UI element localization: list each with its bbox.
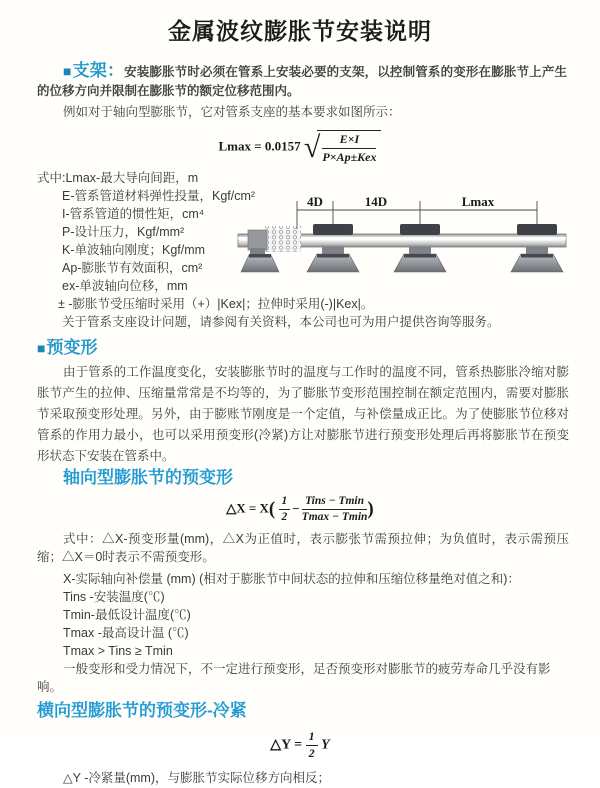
definition-line: Tmax -最高设计温 (℃) — [63, 626, 189, 641]
definition-line: ex-单波轴向位移，mm — [62, 279, 188, 293]
dim-label-lmax: Lmax — [461, 194, 495, 209]
pipe-support-diagram — [236, 193, 570, 289]
definition-line: 式中:Lmax-最大导向间距，m — [37, 171, 199, 185]
preform-body-paragraph: 由于管系的工作温度变化，安装膨胀节时的温度与工作时的温度不同，管系热膨胀冷缩对膨胀节产生的拉伸、压缩量常常是不均等的，为了膨胀节变形范围控制在额定范围内，需要对膨胀节采取预变形处理。另外，由于膨账节刚度是一个定值，与补偿量成正比。为了使膨胀节位移对管系的作用力最小，也可以采用预变形(冷紧)方让对膨胀节进行预变形处理后再将膨胀节在预变形状态下安装在管系中。 — [37, 365, 569, 463]
fraction-numerator: 1 — [306, 730, 318, 746]
definition-line: I-管系管道的惯性矩，cm⁴ — [62, 207, 205, 221]
one-half-fraction — [279, 495, 291, 524]
fraction-numerator: Tins − Tmin — [302, 495, 368, 510]
temperature-fraction — [302, 495, 368, 524]
fraction-denominator: 2 — [308, 746, 315, 761]
bellows-icon — [265, 226, 301, 252]
fraction-denominator: 2 — [281, 511, 288, 524]
blue-square-icon: ■ — [37, 340, 46, 356]
definition-line: Tins -安装温度(℃) — [63, 590, 165, 605]
fraction-numerator: 1 — [279, 495, 291, 510]
definition-line: E-管系管道材料弹性投量，Kgf/cm² — [62, 189, 256, 203]
page-title: 金属波纹膨胀节安装说明 — [168, 18, 432, 44]
support-closing-line: 关于管系支座设计问题，请参阅有关资料，本公司也可为用户提供咨询等服务。 — [62, 315, 500, 329]
definition-line: Tmax > Tins ≥ Tmin — [63, 644, 173, 659]
lmax-formula-lhs: Lmax = 0.0157 — [218, 138, 301, 154]
lmax-fraction-denominator: P×Ap±Kex — [322, 150, 377, 164]
dim-label-14d: 14D — [364, 194, 388, 209]
close-paren: ) — [367, 498, 374, 520]
definition-line: X-实际轴向补偿量 (mm) (相对于膨胀节中间状态的拉伸和压缩位移量绝对值之和)： — [63, 572, 520, 587]
axial-explain-paragraph: 式中：△X-预变形量(mm)，△X为正值时，表示膨张节需预拉伸；为负值时，表示需预压缩；△X＝0时表示不需预变形。 — [37, 532, 569, 565]
blue-square-icon: ■ — [63, 63, 72, 79]
lateral-formula-post: Y — [321, 737, 330, 753]
support-heading-label: 支架： — [72, 61, 125, 80]
lmax-fraction-numerator: E×I — [322, 132, 376, 149]
axial-formula — [0, 495, 600, 524]
lateral-formula — [0, 730, 600, 761]
definition-line: K-单波轴向刚度；Kgf/mm — [62, 243, 206, 257]
fraction-denominator: Tmax − Tmin — [301, 511, 368, 524]
support-section-heading — [63, 61, 124, 80]
lateral-formula-pre: △Y = — [270, 737, 303, 753]
lmax-formula-fraction — [317, 130, 381, 165]
axial-formula-pre: △X = X — [226, 500, 269, 516]
lmax-formula — [0, 130, 600, 165]
one-half-fraction — [306, 730, 318, 761]
lateral-subsection-heading: 横向型膨胀节的预变形-冷紧 — [37, 701, 247, 721]
axial-subsection-heading: 轴向型膨胀节的预变形 — [63, 468, 233, 487]
guide-support — [307, 224, 359, 272]
definition-line: P-设计压力，Kgf/mm² — [62, 225, 185, 239]
radical-sign: √ — [303, 130, 321, 164]
axial-definitions-list — [63, 570, 567, 660]
preform-heading-label: 预变形 — [46, 338, 98, 357]
open-paren: ( — [268, 498, 276, 520]
lateral-explain-line: △Y -冷紧量(mm)，与膨胀节实际位移方向相反； — [63, 771, 331, 786]
definition-line: Tmin-最低设计温度(℃) — [63, 608, 191, 623]
dim-label-4d: 4D — [307, 194, 323, 209]
guide-support — [511, 224, 563, 272]
preform-section-heading — [37, 337, 600, 359]
support-intro-paragraph — [37, 61, 567, 101]
axial-note-line: 一般变形和受力情况下，不一定进行预变形，足否预变形对膨胀节的疲劳寿命几乎没有影响。 — [37, 662, 551, 695]
guide-support — [394, 224, 446, 272]
definition-line: Ap-膨胀节有效面积，cm² — [62, 261, 203, 275]
support-example-line: 例如对于轴向型膨胀节，它对管系支座的基本要求如图所示： — [63, 105, 401, 119]
definition-line: ± -膨胀节受压缩时采用（+）|Kex|；拉伸时采用(-)|Kex|。 — [58, 297, 374, 311]
minus-operator: − — [292, 500, 300, 516]
support-intro-text: 安装膨胀节时必须在管系上安装必要的支架，以控制管系的变形在膨胀节上产生的位移方向并限制在膨胀节的额定位移范围内。 — [37, 65, 567, 98]
